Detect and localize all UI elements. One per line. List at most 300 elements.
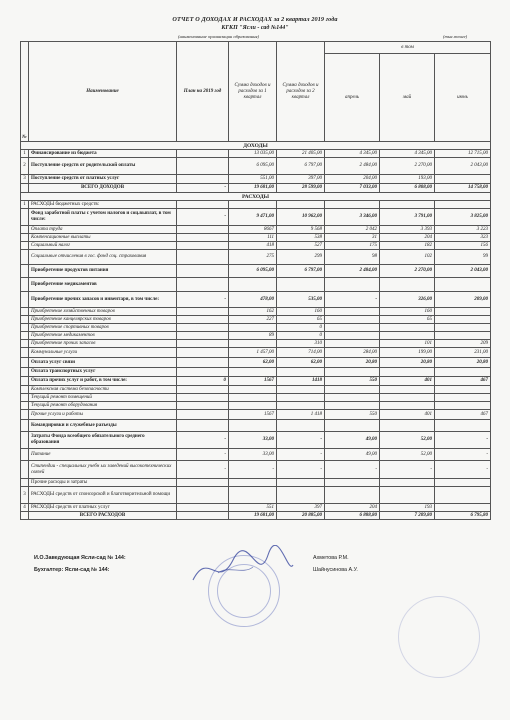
row-num [21,420,29,432]
row-apr [325,420,380,432]
director-name: Ахметова Р.М. [313,555,349,561]
row-name: Приобретение канцелярских товаров [29,316,177,324]
row-q1 [229,201,277,209]
row-q1 [229,368,277,377]
row-q2: 310 [277,340,325,348]
row-num [21,209,29,226]
row-name: ВСЕГО ДОХОДОВ [29,184,177,193]
expense-row [21,410,491,420]
row-name: Текущий ремонт оборудования [29,402,177,410]
row-q2: 65 [277,316,325,324]
row-jun [435,316,491,324]
row-q1: 6 095,00 [229,265,277,278]
row-jun: - [435,461,491,479]
row-q2: 527 [277,242,325,250]
row-may [380,402,435,410]
row-apr [325,394,380,402]
row-q2 [277,420,325,432]
row-plan [177,324,229,332]
expense-row [21,348,491,358]
row-apr [325,386,380,394]
row-name: Командировки и служебные разъезды [29,420,177,432]
row-jun [435,479,491,487]
row-may: 6 808,00 [380,184,435,193]
row-may: 101 [380,340,435,348]
row-q2: 0 [277,332,325,340]
row-apr [325,278,380,292]
row-jun: - [435,432,491,449]
expense-row [21,226,491,234]
col-name: Наименование [29,42,177,142]
row-jun [435,402,491,410]
row-apr [325,340,380,348]
row-num [21,368,29,377]
row-name: РАСХОДЫ средств от платных услуг [29,504,177,512]
row-may: 193 [380,504,435,512]
row-apr [325,479,380,487]
row-num [21,479,29,487]
row-jun: - [435,449,491,461]
row-plan: - [177,461,229,479]
row-name: Приобретение хозяйственных товаров [29,308,177,316]
row-plan [177,420,229,432]
expense-row [21,487,491,504]
expense-total-row [21,512,491,520]
expense-row [21,402,491,410]
row-q2: - [277,432,325,449]
row-num [21,402,29,410]
row-may: 102 [380,250,435,265]
row-q2 [277,479,325,487]
row-q2: - [277,461,325,479]
row-jun: 209,00 [435,292,491,308]
row-q2: 62,00 [277,358,325,368]
row-jun: 2 043,00 [435,265,491,278]
row-name: РАСХОДЫ бюджетных средств: [29,201,177,209]
row-num [21,292,29,308]
expense-row [21,340,491,348]
row-q1: 9 471,00 [229,209,277,226]
row-num [21,358,29,368]
row-q1: 8667 [229,226,277,234]
row-name: Оплата транспортных услуг [29,368,177,377]
row-plan: 0 [177,377,229,386]
row-plan [177,394,229,402]
expense-row [21,449,491,461]
row-apr: 49,00 [325,449,380,461]
row-q1: 89 [229,332,277,340]
row-q2 [277,487,325,504]
row-q1: 19 681,00 [229,512,277,520]
expense-row [21,479,491,487]
row-name: Приобретение медикаментов [29,278,177,292]
row-q1 [229,479,277,487]
expense-body [21,201,491,512]
row-apr [325,201,380,209]
row-apr: 31 [325,234,380,242]
row-q1 [229,402,277,410]
income-section-title: ДОХОДЫ [21,142,491,150]
row-q2: - [277,449,325,461]
report-table [20,41,491,520]
row-jun: 20,80 [435,358,491,368]
row-name: РАСХОДЫ средств от спонсорской и благотворительной помощи [29,487,177,504]
row-q2: 538 [277,234,325,242]
row-plan [177,487,229,504]
row-apr: 3 346,00 [325,209,380,226]
row-may: 7 209,80 [380,512,435,520]
row-q1 [229,386,277,394]
row-apr [325,402,380,410]
row-q2: 21 405,00 [277,150,325,158]
row-jun [435,201,491,209]
row-apr: 49,00 [325,432,380,449]
row-plan [177,226,229,234]
row-q1: 33,00 [229,449,277,461]
row-may [380,324,435,332]
row-name: Затраты Фонда всеобщего обязательного среднего образования [29,432,177,449]
row-apr: 2 484,00 [325,265,380,278]
row-q2 [277,402,325,410]
row-may: 2 270,00 [380,265,435,278]
row-may: - [380,461,435,479]
row-q1: 551 [229,504,277,512]
row-plan [177,368,229,377]
row-jun: 2 043,00 [435,158,491,175]
row-num [21,332,29,340]
col-june: июнь [435,54,491,142]
income-row [21,175,491,184]
row-may [380,332,435,340]
row-name: Прочие расходы и затраты [29,479,177,487]
row-num [21,184,29,193]
row-num [21,461,29,479]
row-apr [325,332,380,340]
row-q1: 275 [229,250,277,265]
expense-row [21,377,491,386]
row-q2: 0 [277,324,325,332]
row-num [21,226,29,234]
row-plan [177,265,229,278]
row-apr: 204,00 [325,175,380,184]
row-apr: 4 345,00 [325,150,380,158]
organization-name: КГКП "Ясли - сад №144" [221,25,289,31]
row-jun: 156 [435,242,491,250]
row-q2: 6 797,00 [277,265,325,278]
row-may: 52,00 [380,432,435,449]
row-may [380,201,435,209]
col-plan: План на 2019 год [177,42,229,142]
income-row [21,150,491,158]
row-name: Приобретение медикаментов [29,332,177,340]
row-num [21,324,29,332]
row-apr: 550 [325,377,380,386]
row-apr [325,368,380,377]
expense-row [21,308,491,316]
row-apr: 550 [325,410,380,420]
row-q1: 62,00 [229,358,277,368]
row-q1: 13 035,00 [229,150,277,158]
row-apr: 204 [325,504,380,512]
row-num: 1 [21,201,29,209]
row-q1 [229,278,277,292]
row-q1: 1567 [229,410,277,420]
row-name: Стипендии - специальных учебн ых заведений высокотехнических связей [29,461,177,479]
row-apr [325,324,380,332]
row-q2: 714,00 [277,348,325,358]
row-num: 2 [21,158,29,175]
row-plan: - [177,449,229,461]
row-name: Приобретение продуктов питания [29,265,177,278]
row-name: Оплата услуг связи [29,358,177,368]
row-may: 52,00 [380,449,435,461]
row-q1 [229,487,277,504]
row-plan [177,348,229,358]
row-may: 401 [380,377,435,386]
row-jun: 231,00 [435,348,491,358]
row-may: 199,00 [380,348,435,358]
row-name: Социальные отчисления в гос. фонд соц. страхования [29,250,177,265]
row-q2: 9 568 [277,226,325,234]
row-num [21,348,29,358]
row-q1: 1567 [229,377,277,386]
row-jun [435,324,491,332]
row-jun [435,278,491,292]
row-jun [435,487,491,504]
row-num [21,308,29,316]
row-may: 193,00 [380,175,435,184]
row-apr [325,316,380,324]
row-jun [435,386,491,394]
row-name: Приобретение прочих запасов [29,340,177,348]
row-may: 160 [380,308,435,316]
income-section-row [21,142,491,150]
row-jun: 12 715,00 [435,150,491,158]
row-q2: 20 885,00 [277,512,325,520]
row-q2 [277,368,325,377]
expense-row [21,332,491,340]
row-may [380,394,435,402]
row-jun: 6 795,80 [435,512,491,520]
row-apr: 2 484,00 [325,158,380,175]
col-april: апрель [325,54,380,142]
row-num [21,394,29,402]
row-apr [325,487,380,504]
row-q1: 162 [229,308,277,316]
row-q2 [277,201,325,209]
row-jun [435,308,491,316]
accountant-name: Шайнусинова А.У. [313,567,358,573]
table-header [21,42,491,142]
row-jun [435,504,491,512]
row-name: Приобретение прочих запасов и инвентаря, в том числе: [29,292,177,308]
faded-stamp [398,596,480,678]
table-body [21,142,491,201]
col-month-group: в том [325,42,491,54]
row-plan [177,278,229,292]
unit-note: (тыс.тенге) [443,34,468,39]
row-plan [177,340,229,348]
row-plan [177,410,229,420]
row-may [380,278,435,292]
row-name: Поступление средств от родительской оплаты [29,158,177,175]
row-num: 4 [21,504,29,512]
expense-row [21,432,491,449]
row-q1 [229,420,277,432]
row-q1: 478,00 [229,292,277,308]
row-name: Поступление средств от платных услуг [29,175,177,184]
row-jun: 323 [435,234,491,242]
expense-total-body [21,512,491,520]
row-plan [177,479,229,487]
row-may [380,368,435,377]
expense-row [21,394,491,402]
row-num [21,449,29,461]
row-q2: 1418 [277,377,325,386]
row-q2: 397 [277,504,325,512]
row-may: 3 791,00 [380,209,435,226]
row-name: Социальный налог [29,242,177,250]
row-plan [177,158,229,175]
row-q1: 418 [229,242,277,250]
row-q2: 160 [277,308,325,316]
row-q2 [277,394,325,402]
row-q2: 6 797,00 [277,158,325,175]
row-q1 [229,324,277,332]
row-apr: 284,00 [325,348,380,358]
row-may [380,479,435,487]
expense-row [21,316,491,324]
row-num [21,265,29,278]
expense-row [21,201,491,209]
row-num: 1 [21,150,29,158]
row-plan [177,234,229,242]
row-may [380,386,435,394]
row-num [21,410,29,420]
row-name: Текущий ремонт помещений [29,394,177,402]
row-may: 326,00 [380,292,435,308]
row-jun: 209 [435,340,491,348]
row-jun: 14 758,00 [435,184,491,193]
row-name: Питание [29,449,177,461]
col-q2: Сумма доходов и расходов за 2 квартал [277,42,325,142]
row-q2 [277,386,325,394]
row-apr: - [325,292,380,308]
income-total-row [21,184,491,193]
row-may [380,420,435,432]
row-q1: 6 095,00 [229,158,277,175]
expense-row [21,278,491,292]
row-may: 4 345,00 [380,150,435,158]
expense-row [21,234,491,242]
expense-row [21,324,491,332]
row-jun [435,332,491,340]
row-num [21,340,29,348]
row-jun: 99 [435,250,491,265]
row-name: Коммунальные услуги [29,348,177,358]
row-q1: 1 457,00 [229,348,277,358]
row-jun: 467 [435,377,491,386]
row-plan [177,242,229,250]
row-num [21,234,29,242]
row-apr: 98 [325,250,380,265]
row-num [21,316,29,324]
col-q1: Сумма доходов и расходов за 1 квартал [229,42,277,142]
row-name: Компенсационные выплаты [29,234,177,242]
expense-row [21,420,491,432]
row-q2: 397,00 [277,175,325,184]
row-q1: 19 681,00 [229,184,277,193]
row-q1: - [229,461,277,479]
row-num [21,242,29,250]
director-label: И.О.Заведующая Ясли-сад № 144: [34,555,126,561]
expense-row [21,358,491,368]
row-apr [325,308,380,316]
expense-row [21,461,491,479]
row-q1 [229,394,277,402]
row-q2: 535,00 [277,292,325,308]
row-q1: 227 [229,316,277,324]
row-may: 20,80 [380,358,435,368]
row-q2: 1 418 [277,410,325,420]
row-may [380,487,435,504]
expense-row [21,504,491,512]
row-q2: 299 [277,250,325,265]
row-num [21,278,29,292]
col-may: май [380,54,435,142]
row-jun [435,394,491,402]
row-name: Фонд заработной платы с учетом налогов и соц.выплат, в том числе: [29,209,177,226]
expense-row [21,242,491,250]
row-plan: - [177,184,229,193]
row-jun: 3 223 [435,226,491,234]
row-plan [177,308,229,316]
row-may: 2 270,00 [380,158,435,175]
row-name: Финансирование из бюджета [29,150,177,158]
row-apr: 20,80 [325,358,380,368]
accountant-label: Бухгалтер: Ясли-сад № 144: [34,567,110,573]
organization-note: (наименование организации образования) [178,34,260,39]
row-jun: 467 [435,410,491,420]
row-name: Комплексная система безопасности [29,386,177,394]
expense-row [21,368,491,377]
row-plan: - [177,432,229,449]
row-q1 [229,340,277,348]
expense-row [21,292,491,308]
row-num [21,432,29,449]
row-q1: 111 [229,234,277,242]
row-plan [177,316,229,324]
row-jun [435,420,491,432]
income-row [21,158,491,175]
row-may: 401 [380,410,435,420]
row-jun [435,368,491,377]
row-jun [435,175,491,184]
row-name: Оплата прочих услуг и работ, в том числе: [29,377,177,386]
row-q2 [277,278,325,292]
row-may: 204 [380,234,435,242]
row-may: 3 393 [380,226,435,234]
row-plan [177,250,229,265]
row-plan [177,512,229,520]
row-q1: 551,00 [229,175,277,184]
expense-section-row [21,193,491,201]
row-apr: 175 [325,242,380,250]
row-num [21,512,29,520]
row-plan [177,504,229,512]
row-num [21,250,29,265]
row-num [21,377,29,386]
